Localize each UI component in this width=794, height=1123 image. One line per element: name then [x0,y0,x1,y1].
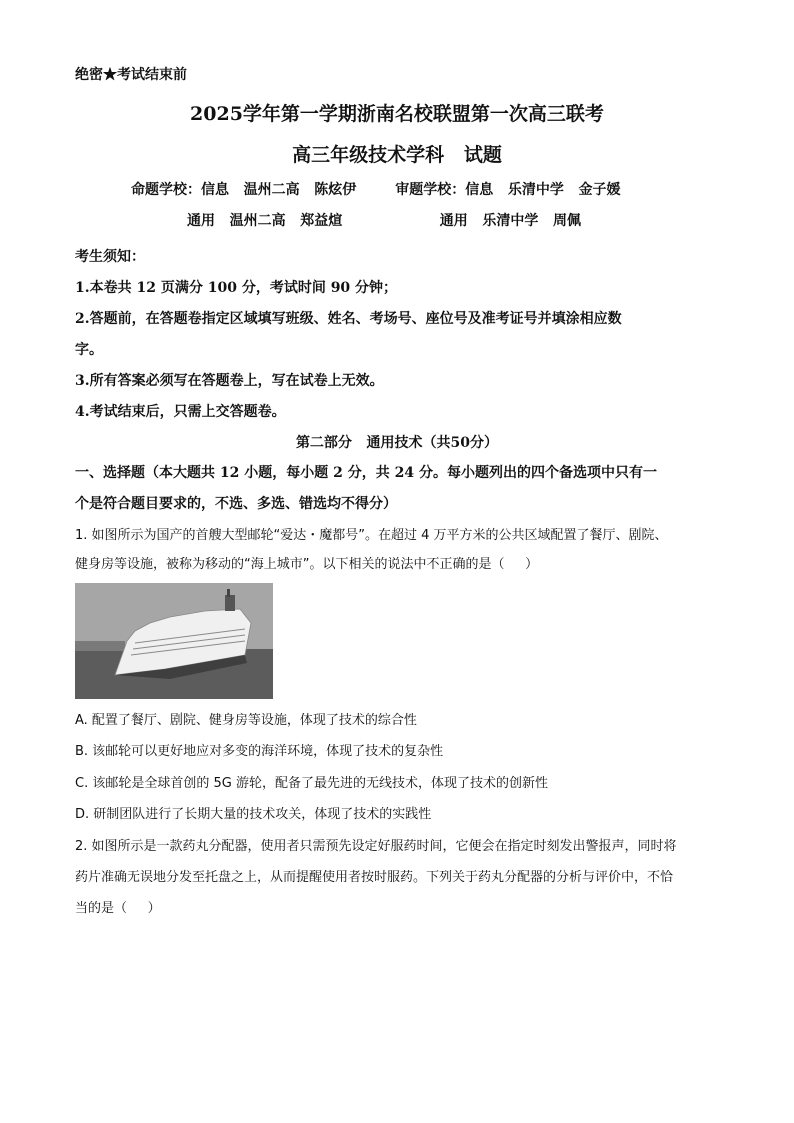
notice-item-2: 2.答题前，在答题卷指定区域填写班级、姓名、考场号、座位号及准考证号并填涂相应数 [75,311,622,327]
q1-stem-line-1: 1. 如图所示为国产的首艘大型邮轮“爱达・魔都号”。在超过 4 万平方米的公共区域配置了餐厅、剧院、 [75,528,668,543]
notice-item-2-cont: 字。 [75,342,103,358]
q1-stem-line-2: 健身房等设施，被称为移动的“海上城市”。以下相关的说法中不正确的是（ ） [75,557,539,572]
q2-stem-line-2: 药片准确无误地分发至托盘之上，从而提醒使用者按时服药。下列关于药丸分配器的分析与评价中，不恰 [75,870,674,885]
authors-line-2: 通用 温州二高 郑益煊 通用 乐清中学 周佩 [187,213,581,229]
exam-subtitle: 高三年级技术学科 试题 [292,144,502,166]
notice-item-3: 3.所有答案必须写在答题卷上，写在试卷上无效。 [75,373,384,389]
q2-stem-line-1: 2. 如图所示是一款药丸分配器，使用者只需预先设定好服药时间，它便会在指定时刻发出警报声，同时将 [75,839,677,854]
section-heading-line-2: 个是符合题目要求的，不选、多选、错选均不得分） [75,496,397,512]
confidential-label: 绝密★考试结束前 [75,67,187,83]
exam-title: 2025学年第一学期浙南名校联盟第一次高三联考 [190,103,604,125]
q1-option-c: C. 该邮轮是全球首创的 5G 游轮，配备了最先进的无线技术，体现了技术的创新性 [75,776,548,791]
q1-option-d: D. 研制团队进行了长期大量的技术攻关，体现了技术的实践性 [75,807,432,822]
part-title: 第二部分 通用技术（共50分） [295,435,499,451]
section-heading-line-1: 一、选择题（本大题共 12 小题，每小题 2 分，共 24 分。每小题列出的四个备选项中只有一 [75,465,657,481]
cruise-ship-photo [75,583,273,699]
q1-option-a: A. 配置了餐厅、剧院、健身房等设施，体现了技术的综合性 [75,713,417,728]
notice-heading: 考生须知： [75,249,145,265]
q1-option-b: B. 该邮轮可以更好地应对多变的海洋环境，体现了技术的复杂性 [75,744,444,759]
notice-item-4: 4.考试结束后，只需上交答题卷。 [75,404,286,420]
authors-line-1: 命题学校：信息 温州二高 陈炫伊 审题学校：信息 乐清中学 金子媛 [131,182,621,198]
notice-item-1: 1.本卷共 12 页满分 100 分，考试时间 90 分钟； [75,280,398,296]
q2-stem-line-3: 当的是（ ） [75,901,161,916]
